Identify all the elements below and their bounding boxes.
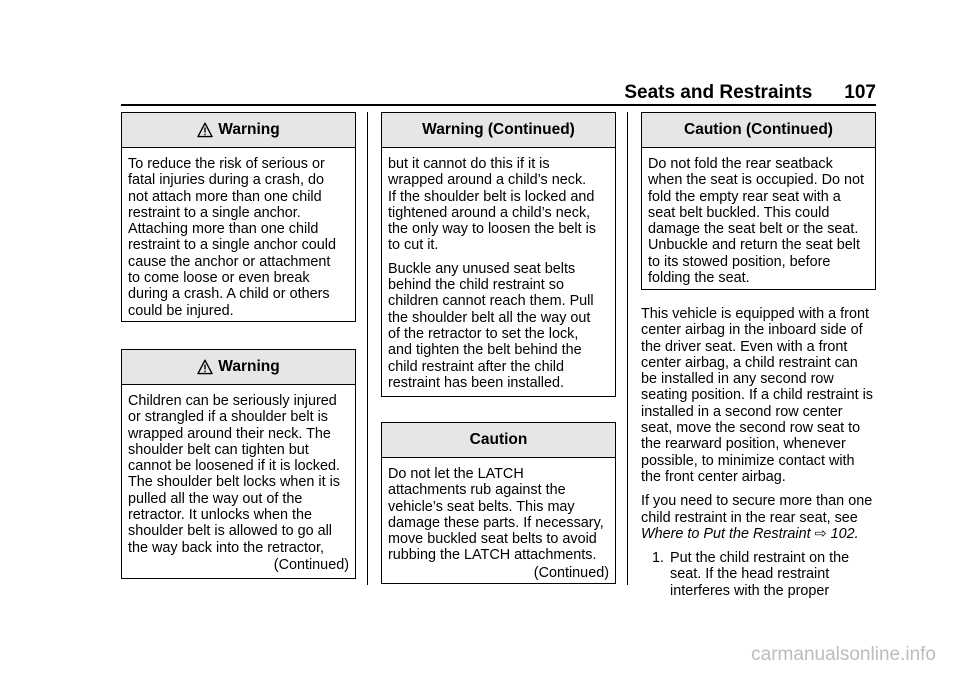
step-1-text: Put the child restraint on the seat. If the head restraint interferes with the proper	[670, 550, 850, 599]
body-paragraph-1: This vehicle is equipped with a front center airbag in the inboard side of the driver seat. Even with a front center airbag, a child restraint can be installed in any second row seating position. If a child restraint is installed in a second row center seat, move the second row seat to the rearward position, whenever possible, to minimize contact with the front center airbag.	[641, 306, 873, 485]
warning-box-1-header	[122, 113, 355, 148]
body-paragraph-2: If you need to secure more than one child restraint in the rear seat, see Where to Put the Restraint ⇨ 102.	[641, 493, 873, 542]
warning-box-1	[121, 112, 356, 322]
column-divider-2	[627, 112, 628, 585]
warning-continued-para-1: but it cannot do this if it is wrapped around a child’s neck. If the shoulder belt is locked and tightened around a child’s neck, the only way to loosen the belt is to cut it.	[388, 156, 596, 254]
page-ref-arrow-icon: ⇨	[814, 525, 827, 542]
caution-continued-title: Caution (Continued)	[684, 121, 833, 138]
continued-label: (Continued)	[273, 556, 349, 573]
warning-continued-body	[382, 148, 615, 397]
caution-box-title: Caution	[469, 431, 528, 448]
header-rule	[121, 104, 876, 106]
cross-reference-link[interactable]: Where to Put the Restraint ⇨ 102.	[641, 525, 859, 542]
warning-box-2	[121, 349, 356, 579]
page-number: 107	[844, 82, 876, 103]
body-text	[641, 306, 881, 599]
column-divider-1	[367, 112, 368, 585]
step-1	[641, 550, 881, 599]
watermark: carmanualsonline.info	[751, 644, 936, 665]
caution-continued-box	[641, 112, 876, 290]
caution-continued-header	[642, 113, 875, 148]
caution-box-header	[382, 423, 615, 458]
caution-box	[381, 422, 616, 584]
warning-continued-header	[382, 113, 615, 148]
continued-label: (Continued)	[533, 564, 609, 581]
section-title: Seats and Restraints	[624, 82, 813, 103]
caution-continued-text: Do not fold the rear seatback when the seat is occupied. Do not fold the empty rear seat with a seat belt buckled. This could damage the seat belt or the seat. Unbuckle and return the seat belt to its stowed position, before folding the seat.	[648, 156, 864, 287]
warning-box-2-text: Children can be seriously injured or strangled if a shoulder belt is wrapped around their neck. The shoulder belt can tighten but cannot be loosened if it is locked. The shoulder belt locks when it is pulled all the way out of the retractor. It unlocks when the shoulder belt is allowed to go all the way back into the retractor,	[128, 393, 340, 556]
warning-box-1-body	[122, 148, 355, 325]
warning-continued-para-2: Buckle any unused seat belts behind the child restraint so children cannot reach them. Pull the shoulder belt all the way out of the retractor to set the lock, and tighten the belt behind the child restraint after the child restraint has been installed.	[388, 260, 594, 391]
page-header	[0, 82, 876, 104]
warning-box-2-body	[122, 385, 355, 579]
warning-continued-title: Warning (Continued)	[422, 121, 575, 138]
caution-box-body	[382, 458, 615, 587]
warning-box-2-header	[122, 350, 355, 385]
warning-continued-box	[381, 112, 616, 397]
warning-box-1-title: Warning	[218, 121, 280, 138]
warning-icon	[197, 359, 213, 375]
caution-continued-body	[642, 148, 875, 292]
warning-icon	[197, 122, 213, 138]
caution-box-text: Do not let the LATCH attachments rub against the vehicle’s seat belts. This may damage these parts. If necessary, move buckled seat belts to avoid rubbing the LATCH attachments.	[388, 466, 604, 564]
step-number: 1.	[651, 550, 664, 567]
warning-box-2-title: Warning	[218, 358, 280, 375]
warning-box-1-text: To reduce the risk of serious or fatal injuries during a crash, do not attach more than one child restraint to a single anchor. Attaching more than one child restraint to a single anchor could cause the anchor or attachment to come loose or even break during a crash. A child or others could be injured.	[128, 156, 336, 319]
